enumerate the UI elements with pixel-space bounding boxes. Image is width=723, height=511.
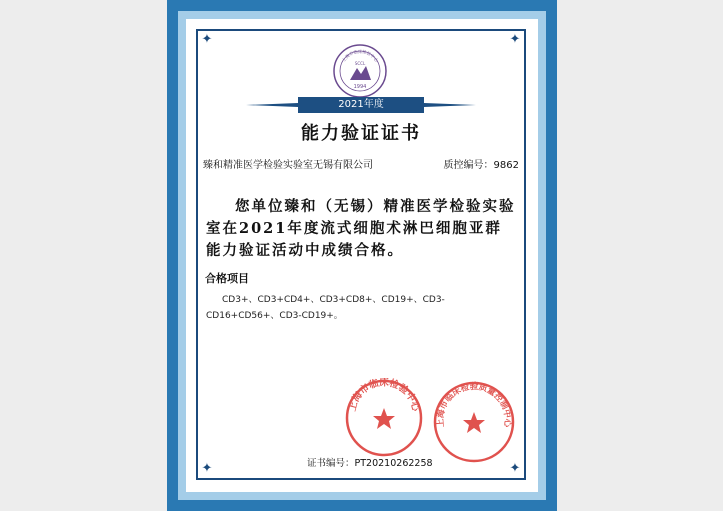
seal-icon	[344, 378, 424, 458]
cert-value: PT20210262258	[354, 458, 433, 469]
logo-icon	[333, 44, 387, 98]
logo-year: 1994	[353, 84, 367, 90]
section-title: 合格项目	[205, 272, 249, 285]
lab-name: 臻和精准医学检验实验室无锡有限公司	[203, 160, 373, 171]
year-banner: 2021年度	[298, 97, 424, 113]
star-corner-icon: ✦	[201, 32, 213, 47]
qc-number	[444, 156, 519, 171]
qc-label: 质控编号：	[443, 160, 494, 171]
seal-icon	[432, 380, 516, 464]
page-title: 能力验证证书	[301, 123, 421, 144]
logo-text: 上海市临床检验中心	[340, 49, 380, 63]
stamp1-text: 上海市临床检验中心	[346, 378, 422, 413]
star-corner-icon: ✦	[201, 461, 213, 476]
star-corner-icon: ✦	[509, 461, 521, 476]
cert-label: 证书编号：	[307, 458, 355, 469]
certificate-number	[307, 455, 433, 469]
qc-value: 9862	[493, 160, 519, 171]
logo-abbr: SCCL	[354, 61, 366, 66]
svg-text:上海市临床检验中心	[346, 378, 422, 413]
statement: 您单位臻和（无锡）精准医学检验实验室在2021年度流式细胞术淋巴细胞亚群能力验证活动中成绩合格。	[206, 198, 516, 259]
qualified-items: CD3+、CD3+CD4+、CD3+CD8+、CD19+、CD3-CD16+CD56+、CD3-CD19+。	[206, 295, 445, 321]
star-corner-icon: ✦	[509, 32, 521, 47]
stamp2-text: 上海市临床检验质量控制中心	[435, 382, 513, 428]
